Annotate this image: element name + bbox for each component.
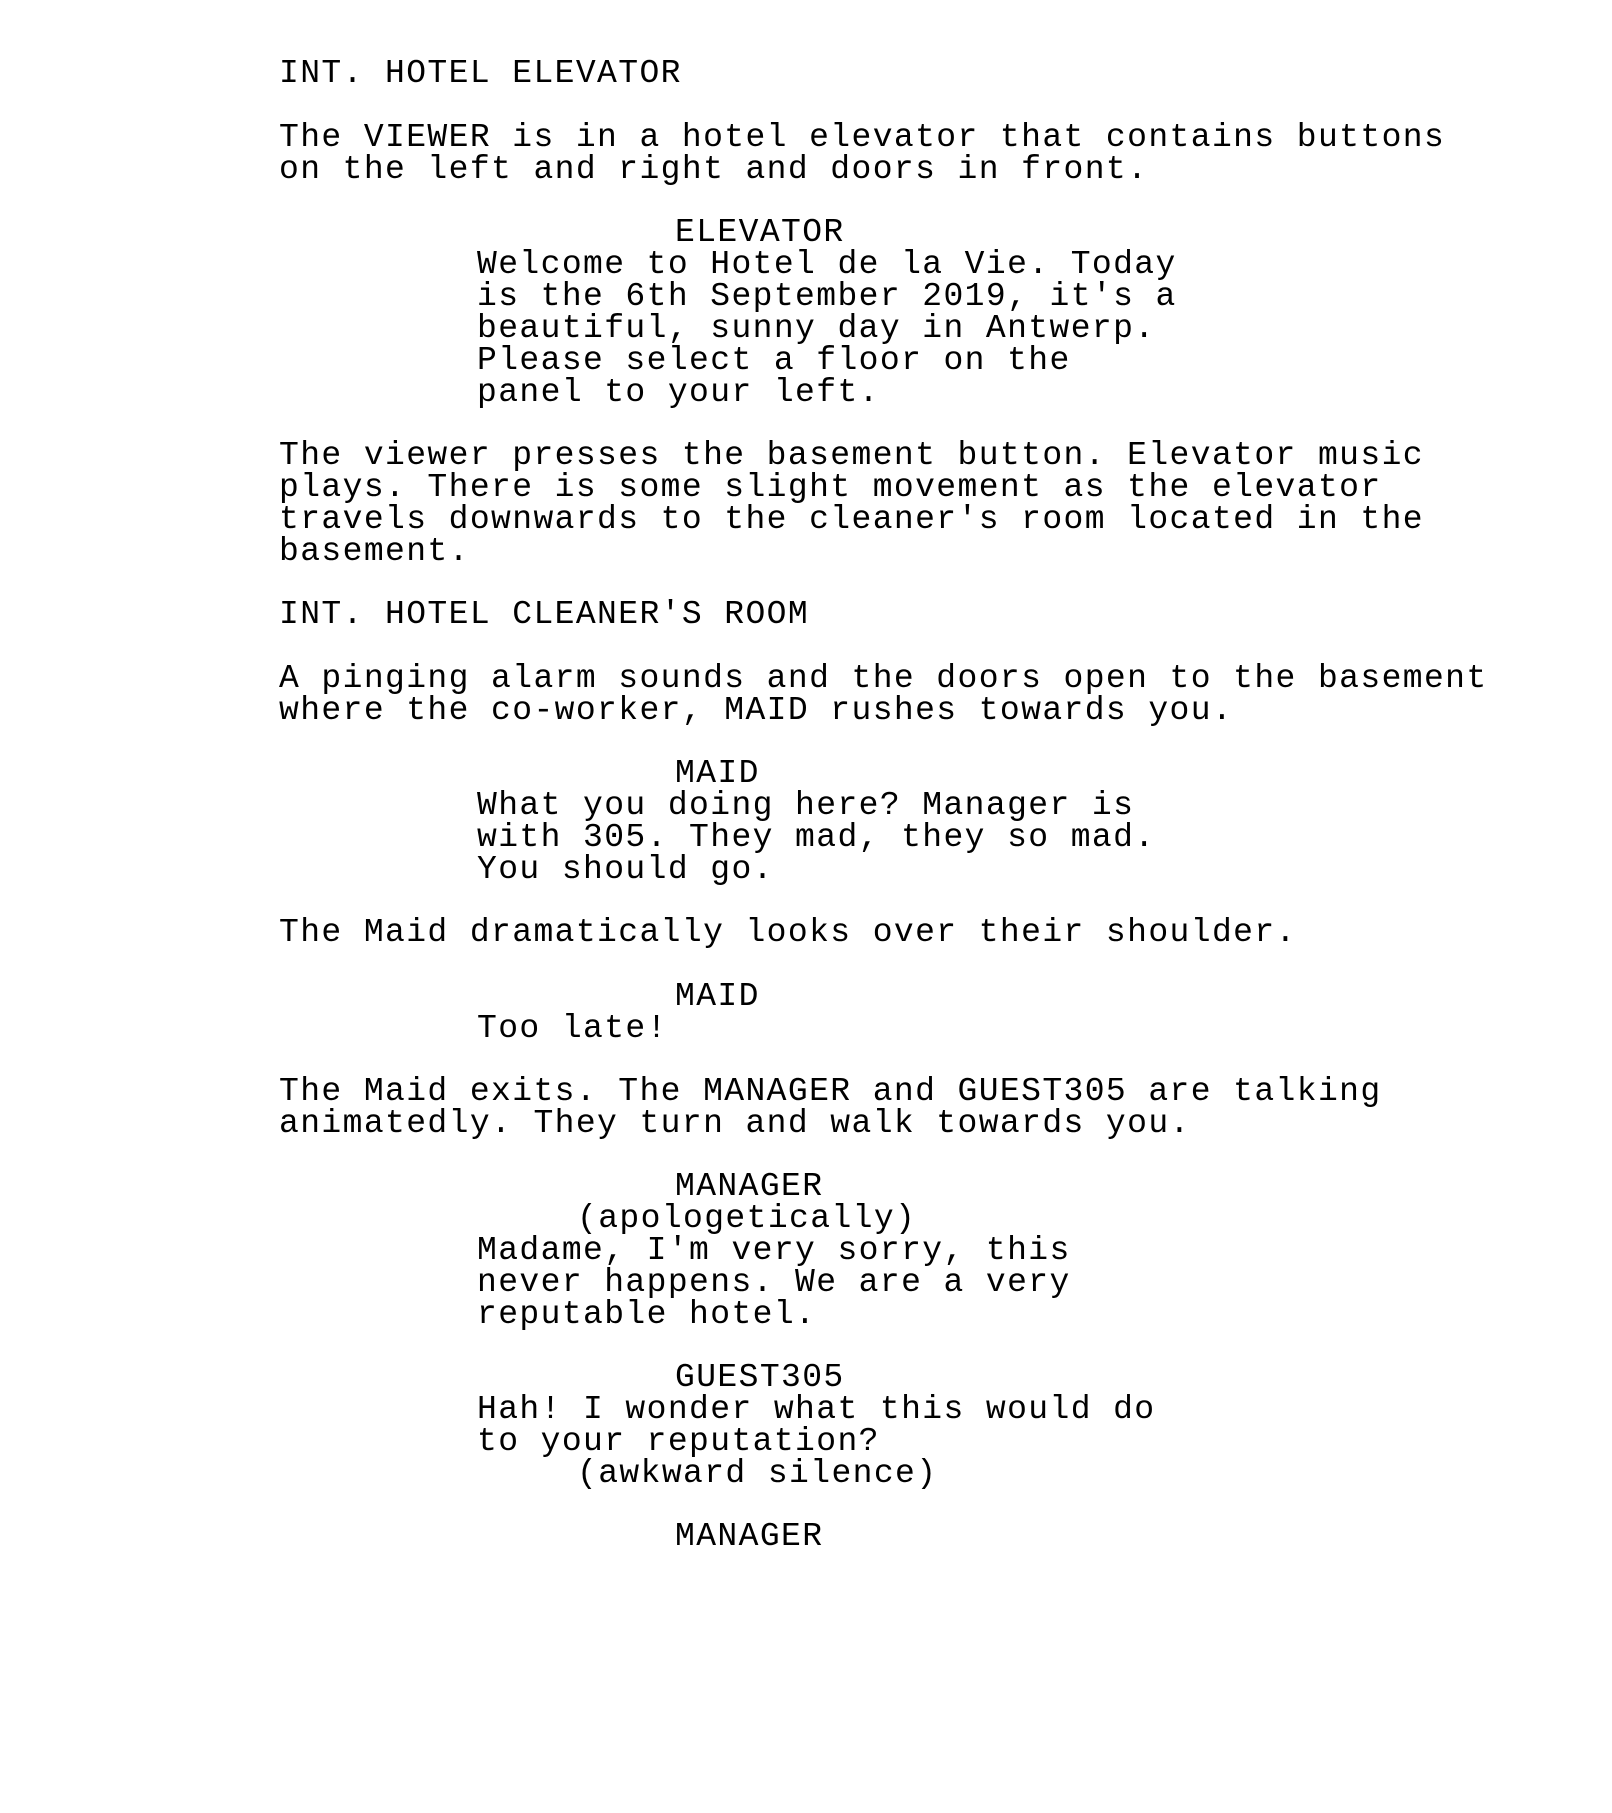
- dialogue-line: What you doing here? Manager is: [477, 787, 1135, 824]
- dialogue-line: Welcome to Hotel de la Vie. Today: [477, 246, 1177, 283]
- character-name: MANAGER: [675, 1168, 824, 1205]
- dialogue-line: with 305. They mad, they so mad.: [477, 819, 1156, 856]
- parenthetical: (apologetically): [577, 1200, 917, 1237]
- action-line: basement.: [279, 533, 470, 570]
- character-name: MAID: [675, 978, 760, 1015]
- action-line: The VIEWER is in a hotel elevator that contains buttons: [279, 119, 1446, 156]
- dialogue-line: panel to your left.: [477, 374, 880, 411]
- action-line: The viewer presses the basement button. Elevator music: [279, 437, 1424, 474]
- action-line: travels downwards to the cleaner's room located in the: [279, 501, 1424, 538]
- dialogue-line: Too late!: [477, 1010, 668, 1047]
- dialogue-line: reputable hotel.: [477, 1296, 817, 1333]
- character-name: GUEST305: [675, 1359, 845, 1396]
- action-line: The Maid dramatically looks over their shoulder.: [279, 914, 1297, 951]
- dialogue-line: is the 6th September 2019, it's a: [477, 278, 1177, 315]
- action-line: The Maid exits. The MANAGER and GUEST305 are talking: [279, 1073, 1382, 1110]
- parenthetical: (awkward silence): [577, 1455, 938, 1492]
- dialogue-line: Hah! I wonder what this would do: [477, 1391, 1156, 1428]
- character-name: MAID: [675, 755, 760, 792]
- scene-heading: INT. HOTEL CLEANER'S ROOM: [279, 596, 810, 633]
- dialogue-line: never happens. We are a very: [477, 1264, 1071, 1301]
- character-name: ELEVATOR: [675, 214, 845, 251]
- action-line: plays. There is some slight movement as the elevator: [279, 469, 1382, 506]
- character-name: MANAGER: [675, 1518, 824, 1555]
- scene-heading: INT. HOTEL ELEVATOR: [279, 55, 682, 92]
- dialogue-line: to your reputation?: [477, 1423, 880, 1460]
- dialogue-line: Please select a floor on the: [477, 342, 1071, 379]
- action-line: where the co-worker, MAID rushes towards you.: [279, 692, 1234, 729]
- action-line: on the left and right and doors in front.: [279, 151, 1149, 188]
- dialogue-line: You should go.: [477, 851, 774, 888]
- dialogue-line: beautiful, sunny day in Antwerp.: [477, 310, 1156, 347]
- dialogue-line: Madame, I'm very sorry, this: [477, 1232, 1071, 1269]
- action-line: A pinging alarm sounds and the doors open to the basement: [279, 660, 1488, 697]
- action-line: animatedly. They turn and walk towards you.: [279, 1105, 1191, 1142]
